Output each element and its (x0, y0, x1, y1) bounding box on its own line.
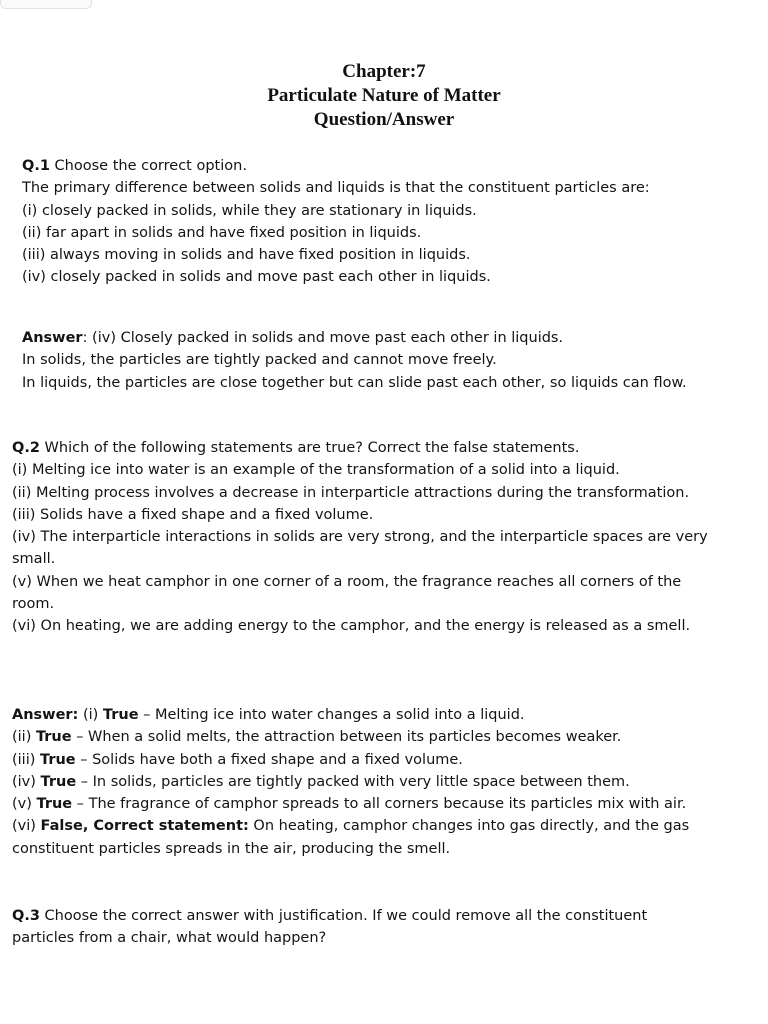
answer-2-item (12, 815, 702, 860)
answer-2-item (12, 704, 702, 726)
question-2-label: Q.2 (12, 440, 40, 456)
answer-1-explanation: In solids, the particles are tightly packed and cannot move freely. (22, 352, 497, 369)
question-3-prompt (12, 905, 702, 950)
answer-2-label: Answer: (12, 707, 79, 723)
answer-1-explanation: In liquids, the particles are close together but can slide past each other, so liquids can flow. (22, 374, 687, 391)
question-1-prompt-text: Choose the correct option. (49, 158, 247, 174)
answer-2 (12, 704, 702, 860)
answer-1-text: : (iv) Closely packed in solids and move past each other in liquids. (82, 330, 564, 346)
answer-2-verdict: True (35, 729, 72, 746)
question-2-statement: (v) When we heat camphor in one corner of a room, the fragrance reaches all corners of the room. (12, 573, 682, 613)
chapter-heading: Chapter:7 (342, 61, 426, 82)
question-2-statement: (vi) On heating, we are adding energy to the camphor, and the energy is released as a smell. (12, 618, 691, 635)
answer-2-verdict: False, Correct statement: (40, 818, 249, 835)
answer-2-item-prefix: (iii) (12, 751, 41, 768)
question-1-label: Q.1 (22, 158, 50, 174)
answer-2-item-prefix: (vi) (12, 818, 41, 835)
answer-1-label: Answer (22, 330, 83, 346)
question-2-statement: (i) Melting ice into water is an example of the transformation of a solid into a liquid. (12, 462, 620, 479)
answer-2-item-text: On heating, camphor changes into gas directly, and the gas constituent particles spreads in the air, producing the smell. (12, 818, 690, 857)
question-2-statement: (ii) Melting process involves a decrease in interparticle attractions during the transformation. (12, 484, 690, 501)
question-1 (22, 155, 712, 289)
answer-1-line (22, 327, 722, 349)
chapter-subtitle: Question/Answer (313, 109, 455, 130)
question-3-label: Q.3 (12, 908, 40, 924)
question-1-option: (i) closely packed in solids, while they are stationary in liquids. (22, 202, 477, 219)
question-2 (12, 437, 712, 638)
answer-2-item (12, 749, 702, 771)
page-corner-tab (0, 0, 92, 9)
answer-2-item (12, 726, 702, 748)
question-1-prompt (22, 155, 712, 177)
answer-2-item (12, 793, 702, 815)
answer-2-item-prefix: (iv) (12, 773, 41, 790)
answer-2-item-prefix: (i) (78, 707, 103, 723)
title-block (0, 60, 768, 132)
question-2-statement: (iv) The interparticle interactions in solids are very strong, and the interparticle spaces are very small. (12, 529, 708, 568)
question-1-stem: The primary difference between solids and liquids is that the constituent particles are: (22, 180, 650, 197)
answer-2-item-text: – Melting ice into water changes a solid into a liquid. (138, 707, 525, 723)
question-1-option: (ii) far apart in solids and have fixed position in liquids. (22, 224, 422, 241)
question-2-statement: (iii) Solids have a fixed shape and a fixed volume. (12, 506, 374, 523)
question-2-prompt (12, 437, 712, 459)
question-2-prompt-text: Which of the following statements are true? Correct the false statements. (39, 440, 580, 456)
answer-2-item-text: – When a solid melts, the attraction between its particles becomes weaker. (71, 729, 622, 746)
answer-2-item-text: – The fragrance of camphor spreads to all corners because its particles mix with air. (72, 796, 687, 813)
answer-2-item-text: – Solids have both a fixed shape and a fixed volume. (75, 751, 463, 768)
answer-2-item-prefix: (v) (12, 796, 37, 813)
question-1-option: (iii) always moving in solids and have fixed position in liquids. (22, 247, 471, 264)
answer-2-verdict: True (102, 707, 139, 723)
question-3 (12, 905, 702, 950)
answer-2-verdict: True (36, 796, 73, 813)
chapter-title: Particulate Nature of Matter (267, 85, 501, 106)
answer-2-verdict: True (40, 751, 76, 768)
question-1-option: (iv) closely packed in solids and move past each other in liquids. (22, 269, 491, 286)
answer-2-item-prefix: (ii) (12, 729, 36, 746)
answer-1 (22, 327, 722, 394)
answer-2-item (12, 771, 702, 793)
question-3-prompt-text: Choose the correct answer with justification. If we could remove all the constituent particles from a chair, what would happen? (12, 908, 648, 947)
answer-2-verdict: True (40, 773, 77, 790)
answer-2-item-text: – In solids, particles are tightly packed with very little space between them. (76, 773, 630, 790)
